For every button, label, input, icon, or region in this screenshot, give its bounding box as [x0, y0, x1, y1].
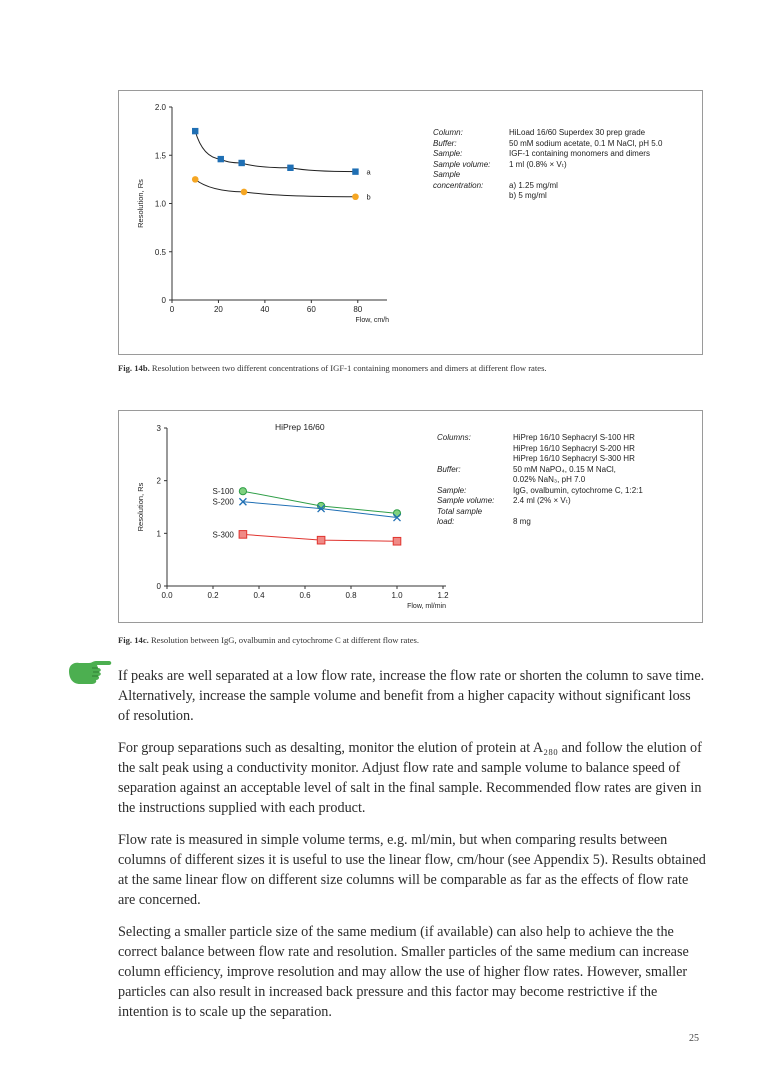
condition-row — [433, 160, 662, 171]
condition-value: IGF-1 containing monomers and dimers — [509, 149, 650, 158]
data-point — [239, 488, 246, 495]
paragraph: Selecting a smaller particle size of the same medium (if available) can also help to achieve the the correct balance between flow rate and resolution. Smaller particles of the same medium can increase column efficiency, improve resolution and may allow the use of higher flow rates. However, smaller particles can also result in increased back pressure and this factor may become restrictive if the intention is to scale up the separation. — [118, 924, 689, 1020]
data-point — [238, 160, 244, 166]
condition-value: 2.4 ml (2% × Vₜ) — [513, 496, 571, 505]
data-point — [241, 189, 248, 196]
series-label: S-300 — [212, 530, 234, 540]
condition-row — [433, 128, 662, 139]
caption-text: Resolution between two different concentrations of IGF-1 containing monomers and dimers at different flow rates. — [149, 363, 547, 373]
condition-label: Column: — [433, 128, 463, 137]
x-tick-label: 1.2 — [437, 591, 449, 600]
x-tick-label: 0.8 — [345, 591, 357, 600]
y-tick-label: 0 — [161, 296, 166, 305]
figure-14b — [118, 90, 703, 355]
x-tick-label: 0.6 — [299, 591, 311, 600]
figure-14c — [118, 410, 703, 623]
data-point — [317, 536, 325, 544]
body-text — [118, 666, 706, 1034]
condition-value: a) 1.25 mg/ml b) 5 mg/ml — [509, 180, 558, 200]
x-tick-label: 80 — [353, 305, 363, 314]
figure-14b-caption — [118, 362, 698, 374]
y-tick-label: 0 — [156, 582, 161, 591]
condition-label: Sample volume: — [437, 496, 495, 505]
series-label: a — [366, 167, 371, 177]
condition-row — [433, 170, 662, 202]
page-number: 25 — [689, 1033, 699, 1044]
data-point — [239, 531, 247, 539]
x-tick-label: 1.0 — [391, 591, 403, 600]
series-label: S-200 — [212, 497, 234, 507]
condition-row — [437, 507, 643, 528]
condition-label: Sample: — [433, 149, 463, 158]
condition-value: 50 mM NaPO₄, 0.15 M NaCl, 0.02% NaN₃, pH 7.0 — [513, 464, 616, 484]
x-axis-label: Flow, ml/min — [407, 603, 446, 610]
condition-label: Columns: — [437, 433, 471, 442]
y-tick-label: 1 — [156, 529, 161, 539]
condition-row — [437, 465, 643, 486]
x-tick-label: 0 — [169, 305, 175, 314]
x-tick-label: 60 — [306, 305, 316, 314]
series-line-b — [195, 179, 355, 196]
condition-value: IgG, ovalbumin, cytochrome C, 1:2:1 — [513, 485, 643, 495]
condition-value: HiLoad 16/60 Superdex 30 prep grade — [509, 128, 646, 137]
condition-label: Buffer: — [433, 138, 457, 148]
figure-14c-caption — [118, 634, 698, 646]
data-point — [352, 168, 358, 174]
figure-14b-conditions — [433, 128, 662, 202]
y-tick-label: 2 — [156, 476, 161, 486]
condition-row — [437, 486, 643, 497]
data-point — [287, 165, 293, 171]
chart-title: HiPrep 16/60 — [275, 422, 325, 432]
condition-value: HiPrep 16/10 Sephacryl S-100 HR HiPrep 16/10 Sephacryl S-200 HR HiPrep 16/10 Sephacryl S-300 HR — [513, 433, 635, 463]
x-tick-label: 0.4 — [253, 591, 265, 600]
y-axis-label: Resolution, Rs — [136, 482, 145, 532]
condition-label: Buffer: — [437, 464, 461, 474]
caption-text: Resolution between IgG, ovalbumin and cytochrome C at different flow rates. — [148, 635, 420, 645]
y-tick-label: 1.5 — [154, 151, 166, 161]
condition-label: Sample volume: — [433, 159, 491, 169]
y-tick-label: 0.5 — [154, 247, 166, 257]
caption-label: Fig. 14b. — [118, 363, 150, 373]
series-line-a — [195, 131, 355, 172]
x-tick-label: 0.0 — [161, 591, 173, 600]
caption-label: Fig. 14c. — [118, 635, 149, 645]
series-label: b — [366, 192, 371, 202]
condition-row — [437, 496, 643, 507]
series-label: S-100 — [212, 487, 234, 497]
paragraph: Flow rate is measured in simple volume terms, e.g. ml/min, but when comparing results between columns of different sizes it is useful to use the linear flow, cm/hour (see Appendix 5). Results obtained at the same linear flow on different size columns will be comparable as far as the effects of flow rate are concerned. — [118, 832, 706, 908]
paragraph: For group separations such as desalting, monitor the elution of protein at A₂₈₀ and follow the elution of the salt peak using a conductivity monitor. Adjust flow rate and sample volume to balance speed of separation against an acceptable level of salt in the final sample. Recommended flow rates are given in the instructions supplied with each product. — [118, 740, 702, 816]
x-axis-label: Flow, cm/h — [355, 317, 389, 324]
figure-14c-conditions — [437, 433, 643, 528]
x-tick-label: 0.2 — [207, 591, 219, 600]
y-axis-label: Resolution, Rs — [136, 179, 145, 228]
y-tick-label: 3 — [156, 424, 161, 433]
condition-row — [437, 433, 643, 465]
data-point — [192, 176, 199, 183]
condition-label: Sample concentration: — [433, 170, 484, 190]
condition-label: Total sample load: — [437, 506, 483, 526]
data-point — [192, 128, 198, 134]
condition-row — [433, 149, 662, 160]
y-tick-label: 2.0 — [154, 103, 166, 112]
data-point — [393, 537, 401, 545]
condition-value: 1 ml (0.8% × Vₜ) — [509, 159, 567, 169]
condition-value: 8 mg — [513, 517, 531, 526]
pointing-hand-icon — [67, 657, 113, 687]
condition-value: 50 mM sodium acetate, 0.1 M NaCl, pH 5.0 — [509, 138, 663, 148]
condition-row — [433, 139, 662, 150]
x-tick-label: 40 — [260, 305, 270, 314]
data-point — [352, 193, 359, 200]
x-tick-label: 20 — [213, 305, 223, 314]
paragraph: If peaks are well separated at a low flow rate, increase the flow rate or shorten the column to save time. Alternatively, increase the sample volume and benefit from a higher capacity without significant loss of resolution. — [118, 668, 705, 724]
data-point — [218, 156, 224, 162]
condition-label: Sample: — [437, 485, 467, 495]
y-tick-label: 1.0 — [154, 199, 166, 209]
